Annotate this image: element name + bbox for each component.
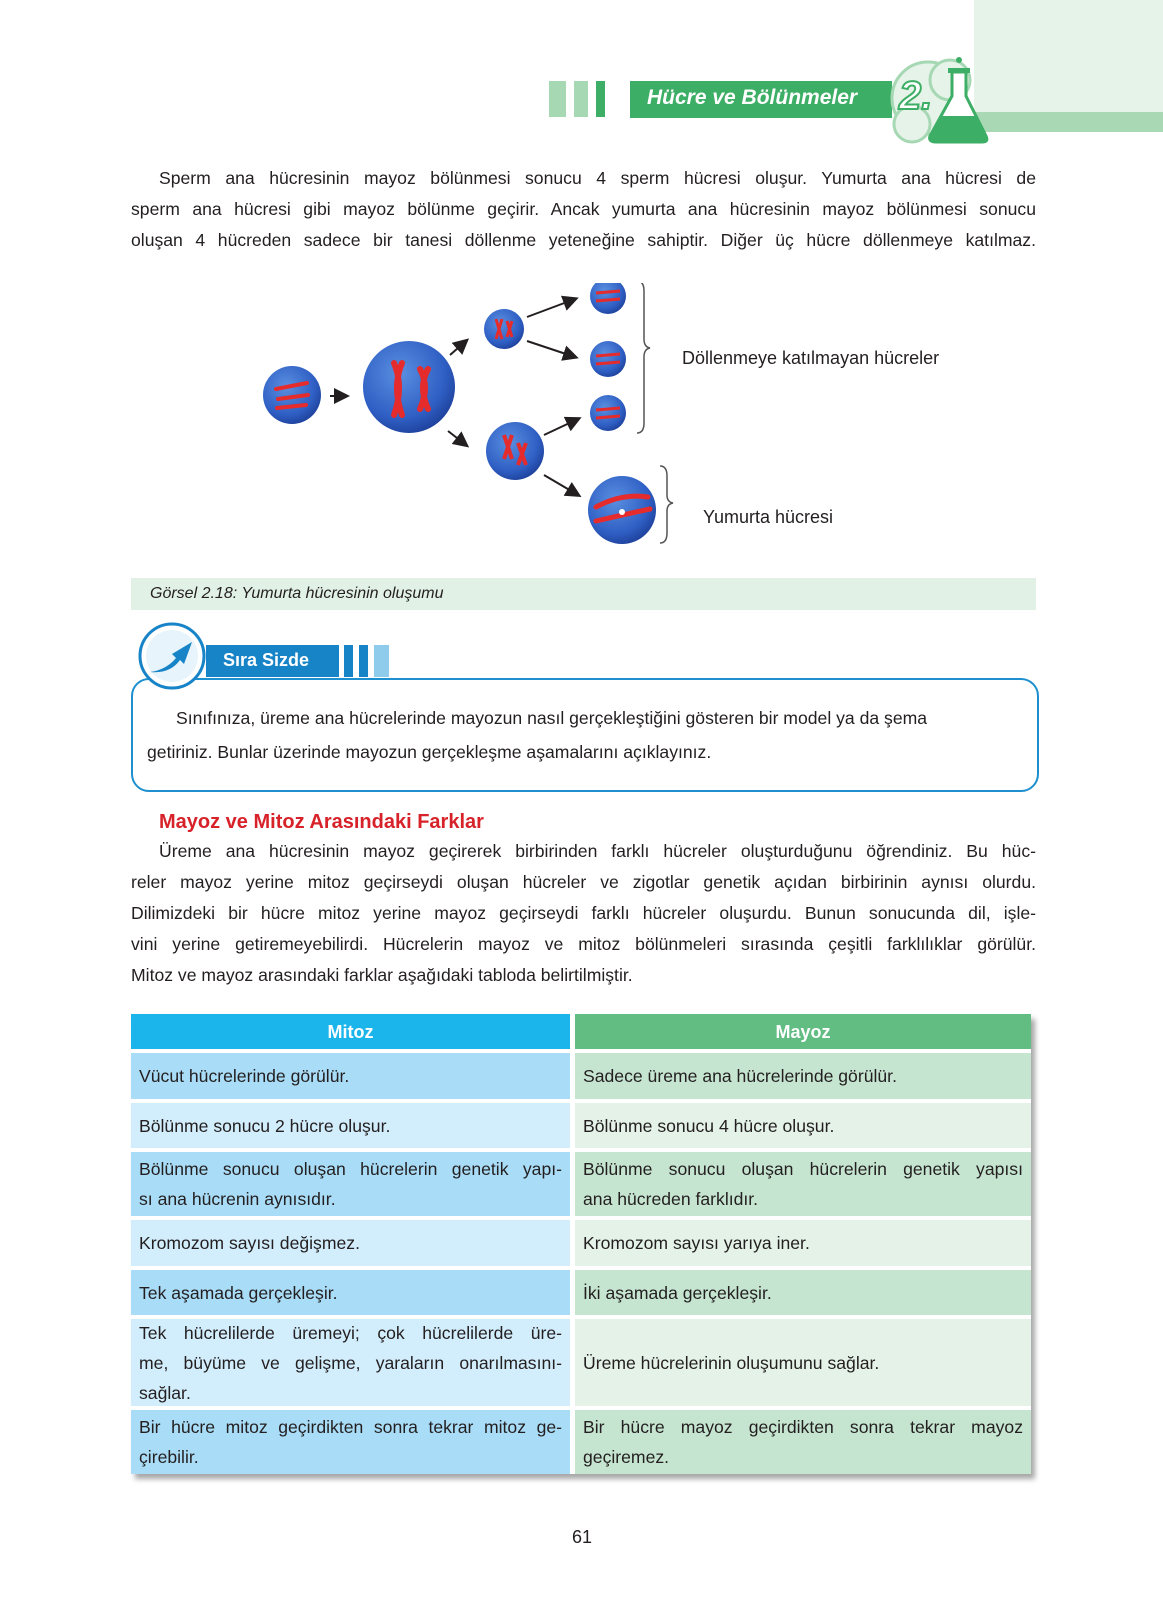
mother-cell [263,366,321,424]
paragraph-line: reler mayoz yerine mitoz geçirseydi oluşan hücreler ve zigotlar genetik açıdan birbirinin aynısı olurdu. [131,872,1036,892]
cell-line: Kromozom sayısı değişmez. [139,1233,360,1253]
table-row [131,1410,1031,1474]
cell-line: Bölünme sonucu 2 hücre oluşur. [139,1115,391,1136]
section-paragraph [131,836,1036,991]
table-cell-mayoz [575,1152,1031,1220]
cell-line: Vücut hücrelerinde görülür. [139,1066,350,1086]
polar-body [590,395,626,431]
oogenesis-diagram [262,283,682,558]
cell-line: Bir hücre mayoz geçirdikten sonra tekrar mayoz [583,1417,1023,1437]
polar-body [590,341,626,377]
header-bar-deco [549,81,566,117]
sira-sizde-stripe [359,645,368,677]
table-header-mayoz: Mayoz [575,1014,1031,1053]
table-cell-mayoz [575,1053,1031,1103]
cell-line: çirebilir. [139,1447,199,1467]
header-bar-deco [574,81,588,117]
cell-line: sı ana hücrenin aynısıdır. [139,1189,336,1209]
cell-line: me, büyüme ve gelişme, yaraların onarılmasını- [139,1352,562,1373]
sira-sizde-stripe [374,645,389,677]
table-cell-mitoz [131,1270,575,1319]
cell-line: Sadece üreme ana hücrelerinde görülür. [583,1066,897,1086]
cell-line: Bölünme sonucu oluşan hücrelerin genetik yapısı [583,1159,1023,1179]
table-row [131,1053,1031,1103]
table-row [131,1319,1031,1410]
sira-sizde-arrow-icon [136,620,210,692]
paragraph-line: oluşan 4 hücreden sadece bir tanesi döllenme yeteneğine sahiptir. Diğer üç hücre döllenmeye katılmaz. [131,230,1036,250]
cell-line: Bölünme sonucu oluşan hücrelerin genetik yapı- [139,1159,562,1179]
table-cell-mitoz [131,1053,575,1103]
polar-bodies-brace [637,283,650,433]
polar-bodies-label: Döllenmeye katılmayan hücreler [682,348,940,368]
paragraph-line: Üreme ana hücresinin mayoz geçirerek birbirinden farklı hücreler oluşturduğunu öğrendiniz. Bu hüc- [159,841,1036,861]
egg-brace [660,466,673,543]
header-stripe [974,112,1163,132]
cell-line: Kromozom sayısı yarıya iner. [583,1233,810,1253]
secondary-oocyte [486,422,544,480]
chapter-flask-icon [890,52,1000,147]
first-polar-body [484,309,524,349]
table-header-row [131,1014,1031,1053]
primary-oocyte [363,341,455,433]
section-title: Mayoz ve Mitoz Arasındaki Farklar [159,811,484,833]
table-row [131,1270,1031,1319]
sira-sizde-stripe [344,645,353,677]
table-row [131,1220,1031,1270]
paragraph-line: Dilimizdeki bir hücre mitoz yerine mayoz geçirseydi farklı hücreler oluşurdu. Bunun sonucunda dil, işle- [131,903,1036,923]
table-cell-mayoz [575,1220,1031,1270]
table-cell-mitoz [131,1103,575,1152]
table-cell-mayoz [575,1270,1031,1319]
cell-line: geçiremez. [583,1447,670,1467]
table-row [131,1152,1031,1220]
cell-line: Tek hücrelilerde üremeyi; çok hücrelilerde üre- [139,1322,562,1343]
cell-line: ana hücreden farklıdır. [583,1189,759,1209]
sira-sizde-title: Sıra Sizde [223,650,310,670]
table-cell-mitoz [131,1319,575,1410]
table-cell-mayoz [575,1319,1031,1410]
table-cell-mitoz [131,1410,575,1474]
table-row [131,1103,1031,1152]
paragraph-line: getiriniz. Bunlar üzerinde mayozun gerçekleşme aşamalarını açıklayınız. [147,742,712,762]
chapter-title: Hücre ve Bölünmeler [647,86,858,109]
cell-line: Üreme hücrelerinin oluşumunu sağlar. [583,1352,880,1373]
figure-caption: Görsel 2.18: Yumurta hücresinin oluşumu [150,585,444,602]
page-number: 61 [572,1527,593,1547]
sira-sizde-text [147,701,1027,769]
egg-cell-label: Yumurta hücresi [703,507,834,527]
table-cell-mitoz [131,1220,575,1270]
cell-line: sağlar. [139,1382,191,1403]
paragraph-line: sperm ana hücresi gibi mayoz bölünme geçirir. Ancak yumurta ana hücresinin mayoz bölünmesi sonucu [131,199,1036,219]
table-header-mitoz: Mitoz [131,1014,575,1053]
table-cell-mitoz [131,1152,575,1220]
mitoz-mayoz-table [131,1014,1031,1474]
paragraph-line: Mitoz ve mayoz arasındaki farklar aşağıdaki tabloda belirtilmiştir. [131,965,633,985]
paragraph-line: Sınıfınıza, üreme ana hücrelerinde mayozun nasıl gerçekleştiğini gösteren bir model ya da şema [176,708,928,728]
intro-paragraph [131,163,1036,256]
egg-cell [588,476,656,544]
cell-line: Bir hücre mitoz geçirdikten sonra tekrar mitoz ge- [139,1417,562,1437]
polar-body [590,283,626,314]
cell-line: İki aşamada gerçekleşir. [583,1282,772,1303]
paragraph-line: vini yerine getiremeyebilirdi. Hücrelerin mayoz ve mitoz bölünmeleri sırasında çeşitli farklılıklar görülür. [131,934,1036,954]
chapter-number: 2. [899,74,933,118]
cell-line: Tek aşamada gerçekleşir. [139,1282,338,1303]
paragraph-line: Sperm ana hücresinin mayoz bölünmesi sonucu 4 sperm hücresi oluşur. Yumurta ana hücresi de [159,168,1036,188]
header-corner-panel [974,0,1163,112]
table-cell-mayoz [575,1410,1031,1474]
header-bar-deco [596,81,605,117]
cell-line: Bölünme sonucu 4 hücre oluşur. [583,1115,835,1136]
table-cell-mayoz [575,1103,1031,1152]
